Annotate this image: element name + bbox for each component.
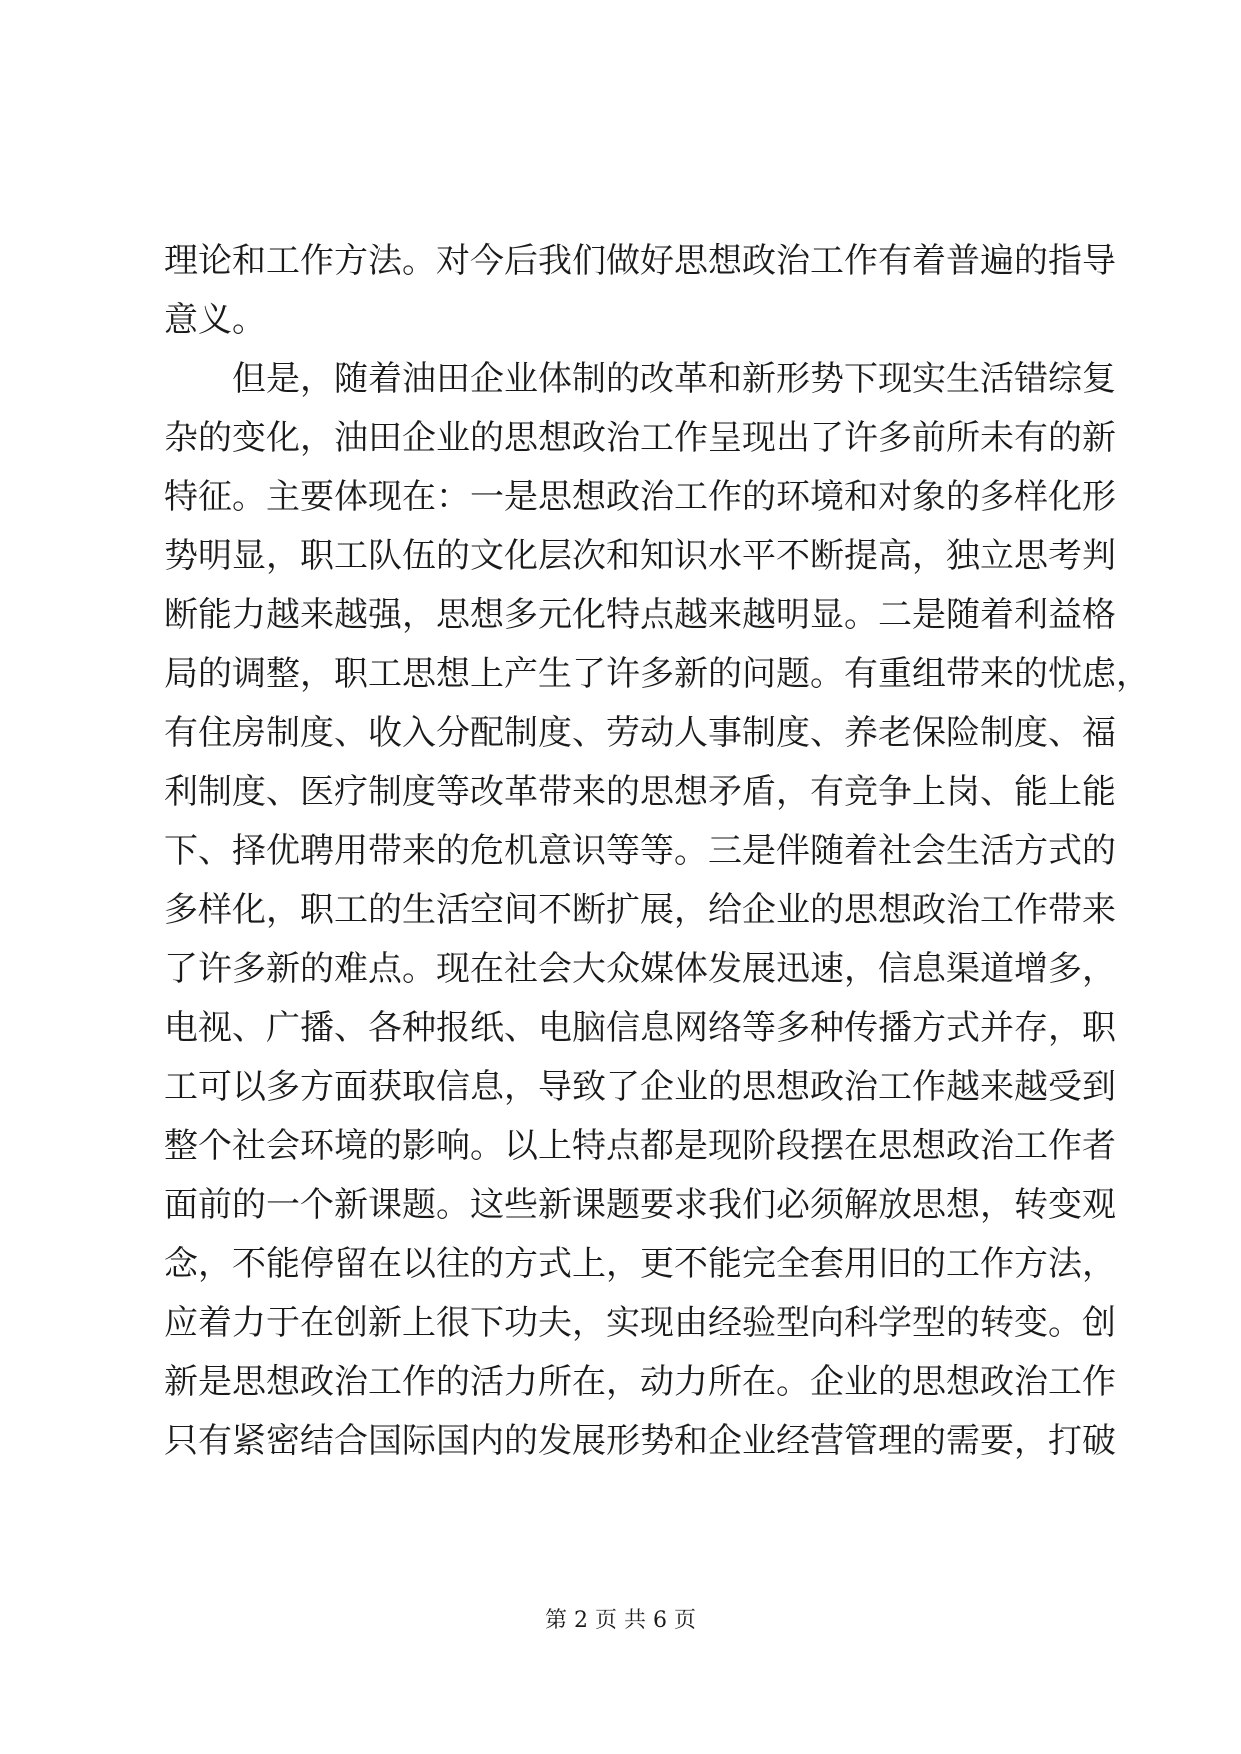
text-line: 断能力越来越强，思想多元化特点越来越明显。二是随着利益格 <box>164 595 1116 635</box>
text-line: 念，不能停留在以往的方式上，更不能完全套用旧的工作方法， <box>164 1244 1116 1284</box>
text-line: 理论和工作方法。对今后我们做好思想政治工作有着普遍的指导 <box>164 241 1116 281</box>
text-line: 意义。 <box>164 300 266 340</box>
text-line: 只有紧密结合国际国内的发展形势和企业经营管理的需要，打破 <box>164 1421 1116 1461</box>
text-line: 工可以多方面获取信息，导致了企业的思想政治工作越来越受到 <box>164 1067 1116 1107</box>
text-line: 面前的一个新课题。这些新课题要求我们必须解放思想，转变观 <box>164 1185 1116 1225</box>
paragraph-first-line: 但是，随着油田企业体制的改革和新形势下现实生活错综复 <box>232 359 1116 399</box>
text-line: 应着力于在创新上很下功夫，实现由经验型向科学型的转变。创 <box>164 1303 1116 1343</box>
text-line: 特征。主要体现在：一是思想政治工作的环境和对象的多样化形 <box>164 477 1116 517</box>
text-line: 多样化，职工的生活空间不断扩展，给企业的思想政治工作带来 <box>164 890 1116 930</box>
text-line: 局的调整，职工思想上产生了许多新的问题。有重组带来的忧虑， <box>164 654 1150 694</box>
text-line: 电视、广播、各种报纸、电脑信息网络等多种传播方式并存，职 <box>164 1008 1116 1048</box>
text-line: 下、择优聘用带来的危机意识等等。三是伴随着社会生活方式的 <box>164 831 1116 871</box>
page-number-footer: 第 2 页 共 6 页 <box>545 1608 696 1633</box>
text-line: 新是思想政治工作的活力所在，动力所在。企业的思想政治工作 <box>164 1362 1116 1402</box>
text-line: 有住房制度、收入分配制度、劳动人事制度、养老保险制度、福 <box>164 713 1116 753</box>
text-line: 杂的变化，油田企业的思想政治工作呈现出了许多前所未有的新 <box>164 418 1116 458</box>
text-line: 利制度、医疗制度等改革带来的思想矛盾，有竞争上岗、能上能 <box>164 772 1116 812</box>
text-line: 势明显，职工队伍的文化层次和知识水平不断提高，独立思考判 <box>164 536 1116 576</box>
text-line: 了许多新的难点。现在社会大众媒体发展迅速，信息渠道增多， <box>164 949 1116 989</box>
text-line: 整个社会环境的影响。以上特点都是现阶段摆在思想政治工作者 <box>164 1126 1116 1166</box>
document-body <box>164 232 1150 1471</box>
